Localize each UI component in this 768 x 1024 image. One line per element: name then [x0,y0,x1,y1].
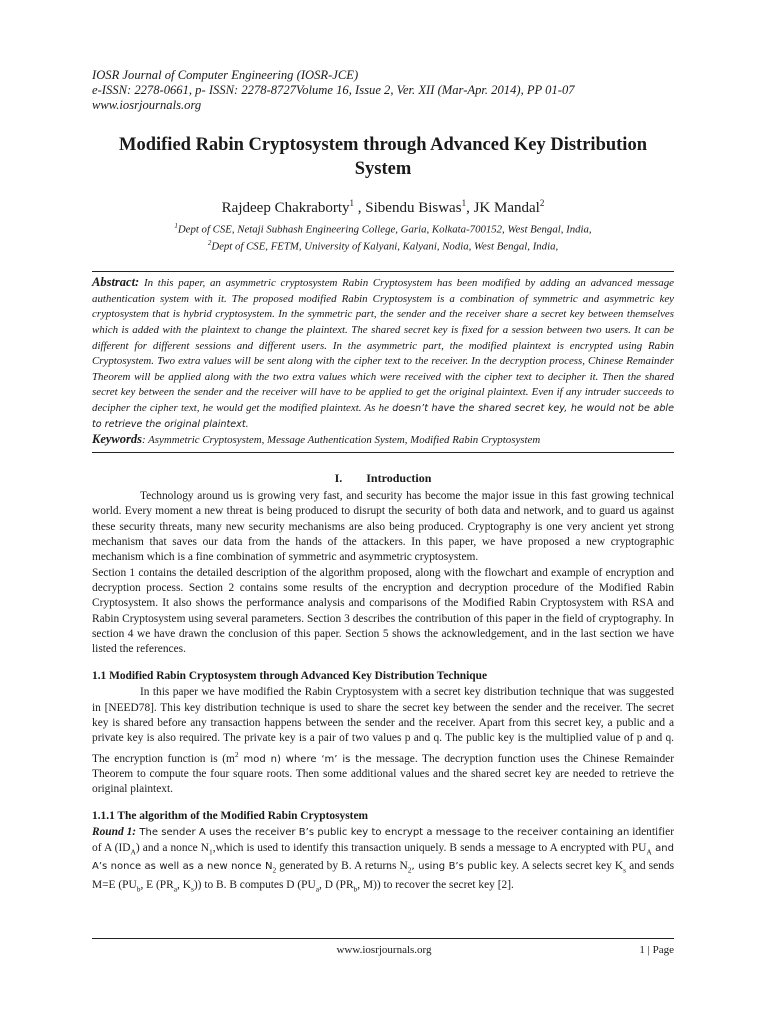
paragraph: Section 1 contains the detailed description of the algorithm proposed, along with the flowchart and example of encryption and decryption process. Section 2 contains some results of the encryption and decryption procedure of the Modified Rabin Cryptosystem. It also shows the performance analysis and comparisons of the Modified Rabin Cryptosystem with RSA and Rabin Cryptosystem using several parameters. Section 3 describes the contribution of this paper in the field of cryptography. In section 4 we have drawn the conclusion of this paper. Section 5 shows the acknowledgement, and in the last section we have listed the references. [92,566,674,656]
section-number: I. [334,471,343,486]
page-number: 1 | Page [639,944,674,956]
round-label: Round 1: [92,826,137,839]
abstract-label: Abstract: [92,275,140,290]
section-title: Introduction [366,471,432,486]
keywords [92,432,674,448]
author-name: , JK Mandal [466,200,540,216]
subsection-body [92,685,674,797]
footer-url: www.iosrjournals.org [336,944,432,956]
journal-issn: e-ISSN: 2278-0661, p- ISSN: 2278-8727Volume 16, Issue 2, Ver. XII (Mar-Apr. 2014), PP 01-07 [92,83,575,97]
paragraph: Technology around us is growing very fast, and security has become the major issue in this fast growing technical world. Every moment a new threat is being produced to disrupt the security of both data and network, and to guard us against these security threats, many new security mechanisms are also being produced. Cryptography is one very ancient yet strong mechanism that saves our data from the hands of the attackers. In this paper, we have proposed a new cryptographic mechanism which is a fine combination of symmetric and asymmetric cryptosystem. [92,490,674,564]
author-affil-mark: 1 [349,198,355,208]
journal-name: IOSR Journal of Computer Engineering (IOSR-JCE) [92,68,359,82]
paper-page [92,68,674,896]
subsection-heading: 1.1 Modified Rabin Cryptosystem through Advanced Key Distribution Technique [92,670,488,683]
keywords-label: Keywords [92,432,142,447]
author-affil-mark: 2 [539,198,545,208]
algorithm-body [92,825,674,896]
paragraph: Round 1: The sender A uses the receiver B’s public key to encrypt a message to the receiver containing an identifier of A $(ID_A)$ and a nonce $N_1,which$ is used to identify this transaction uniquely. B sends a message to A encrypted with $PU_A$ and A’s nonce as well as a new nonce $N_2$ generated by B. A returns $N_2$, using B’s public key. A selects secret key $K_s$ and sends M=E ($PU_b$, E ($PR_a$, $K_s$)) to B. B computes D ($PU_a$, D ($PR_b$, M)) to recover the secret key [2]. [92,826,674,893]
abstract [92,275,674,432]
paper-title: Modified Rabin Cryptosystem through Advanced Key Distribution System [119,135,647,179]
introduction-body [92,489,674,657]
keywords-body: : Asymmetric Cryptosystem, Message Authentication System, Modified Rabin Cryptosystem [142,434,541,447]
journal-url: www.iosrjournals.org [92,98,202,112]
author-name: Rajdeep Chakraborty [221,200,350,216]
abstract-box [92,271,674,453]
section-heading-introduction [92,471,674,485]
affiliation-2: $^2$Dept of CSE, FETM, University of Kalyani, Kalyani, Nodia, West Bengal, India, [207,239,559,253]
footer-divider [92,938,674,939]
subsection-heading: 1.1.1 The algorithm of the Modified Rabin Cryptosystem [92,810,369,823]
author-affil-mark: 1 [461,198,467,208]
author-list [92,194,674,217]
author-name: , Sibendu Biswas [354,200,462,216]
affiliation-1: $^1$Dept of CSE, Netaji Subhash Engineering College, Garia, Kolkata-700152, West Bengal, India, [174,222,592,236]
paragraph: In this paper we have modified the Rabin Cryptosystem with a secret key distribution technique that was suggested in [NEED78]. This key distribution technique is used to share the secret key between the sender and the receiver. The secret key is shared before any transaction happens between the sender and the receiver. Apart from this secret key, a public and a private key is also required. The private key is a pair of two values p and q. The public key is the multiplied value of p and q. The encryption function is ($m^2$ mod n) where ‘m’ is the message. The decryption function uses the Chinese Remainder Theorem to compute the four square roots. Then some additional values and the shared secret key are needed to retrieve the original plaintext. [92,686,675,795]
journal-header [92,68,674,113]
affiliations [92,220,674,254]
abstract-tail: doesn’t have the shared secret key, he would not be able to retrieve the original plaintext. [92,402,674,430]
abstract-body: In this paper, an asymmetric cryptosystem Rabin Cryptosystem has been modified by adding an advanced message authentication system with it. The proposed modified Rabin Cryptosystem is a combination of symmetric and asymmetric key cryptosystem that is hybrid cryptosystem. In the symmetric part, the sender and the receiver share a secret key between themselves which is added with the plaintext to change the plaintext. The shared secret key is fixed for a session between two users. It can be different for different sessions and different users. In the asymmetric part, the modified plaintext is encrypted using Rabin Cryptosystem. Two extra values will be sent along with the cipher text to the receiver. In the decryption process, Chinese Remainder Theorem will be applied along with the two extra values which were received with the cipher text to decipher it. Then the shared secret key between the sender and the receiver will have to be applied to get the original plaintext. Even if any intruder succeeds to decipher the cipher text, he would get the modified plaintext. As he [92,277,674,414]
